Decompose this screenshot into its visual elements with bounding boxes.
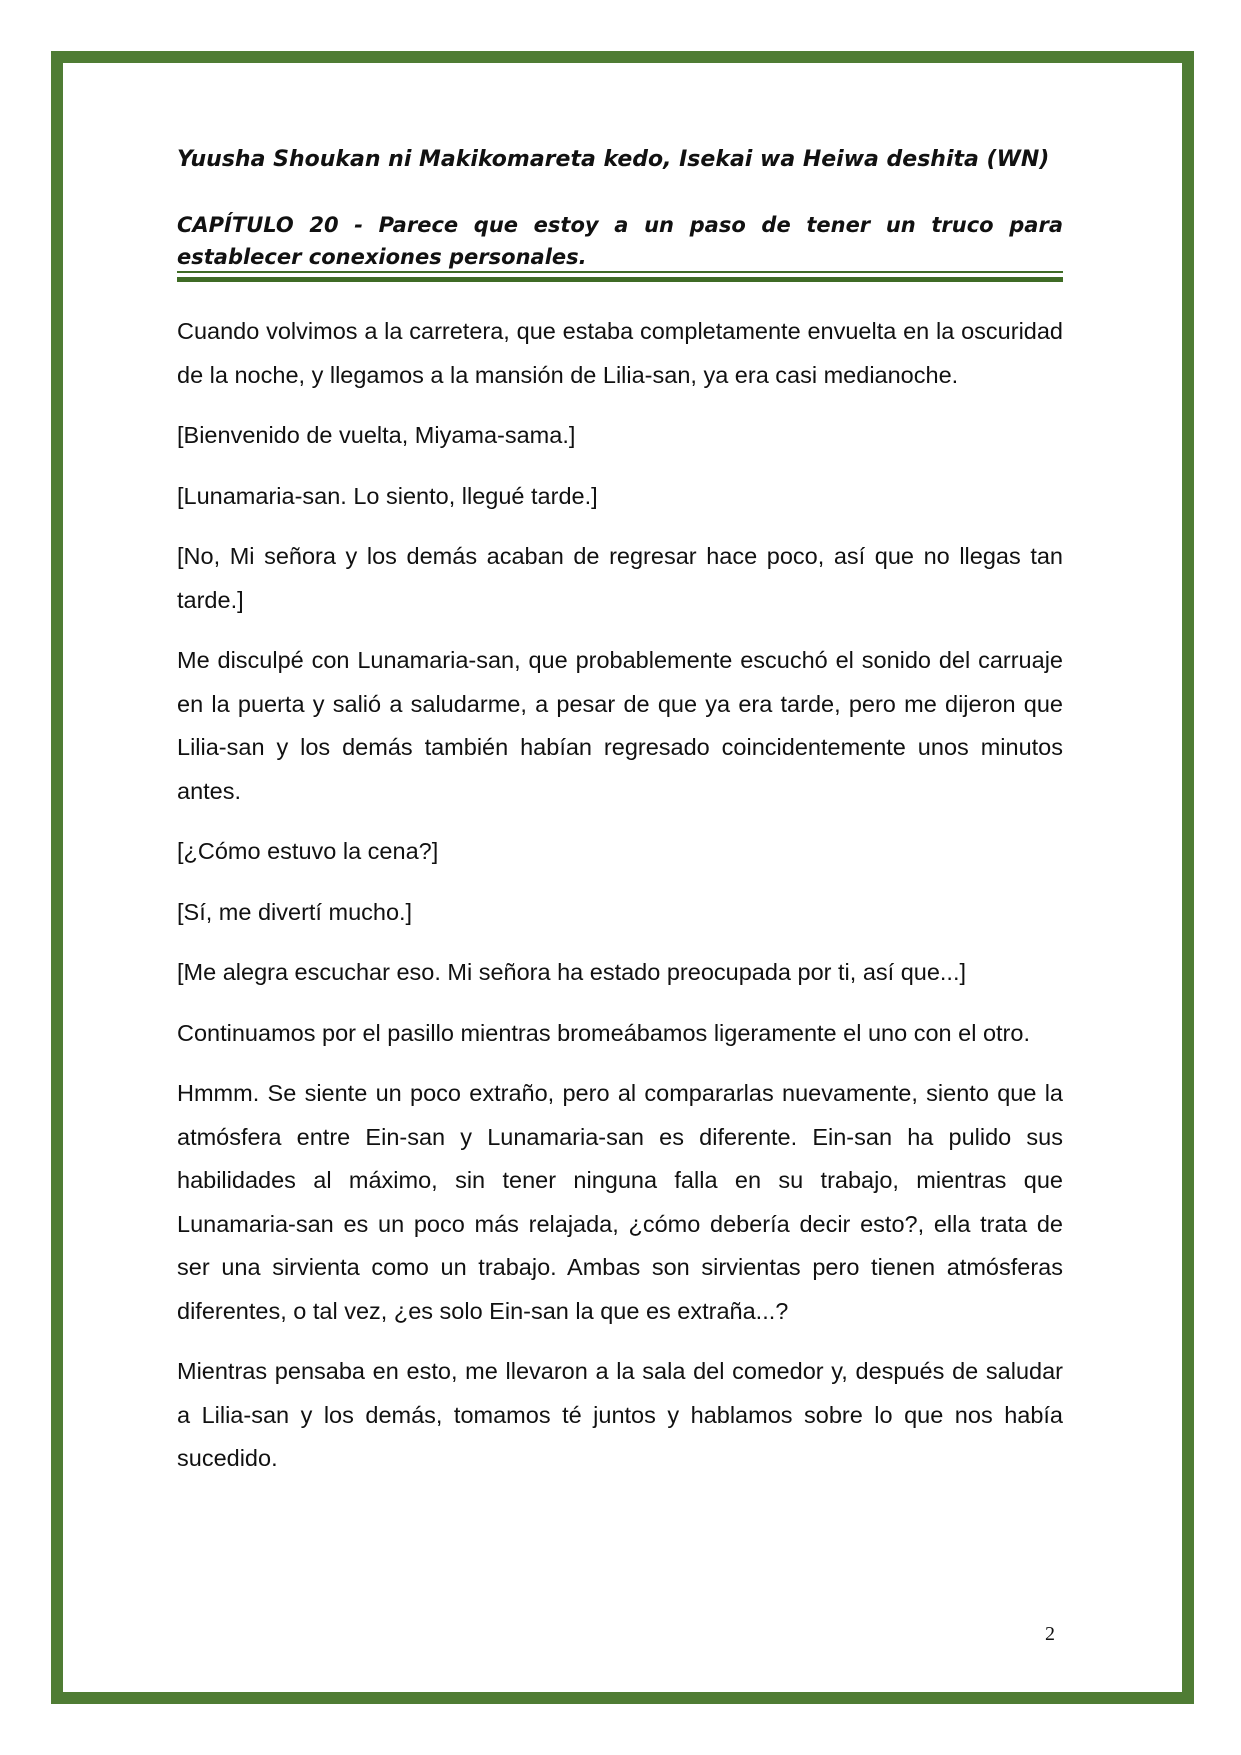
paragraph: [¿Cómo estuvo la cena?]: [177, 838, 439, 864]
paragraph: Cuando volvimos a la carretera, que estaba completamente envuelta en la oscuridad de la noche, y llegamos a la mansión de Lilia-san, ya era casi medianoche.: [177, 318, 1063, 388]
paragraph: [Sí, me divertí mucho.]: [177, 898, 413, 925]
paragraph: Mientras pensaba en esto, me llevaron a la sala del comedor y, después de saludar a Lilia-san y los demás, tomamos té juntos y hablamos sobre lo que nos había sucedido.: [177, 1358, 1063, 1471]
page-number: 2: [1045, 1623, 1055, 1645]
paragraph: [Me alegra escuchar eso. Mi señora ha estado preocupada por ti, así que...]: [177, 959, 967, 985]
chapter-title: CAPÍTULO 20 - Parece que estoy a un paso de tener un truco para establecer conexiones personales.: [177, 213, 1063, 269]
paragraph: Hmmm. Se siente un poco extraño, pero al compararlas nuevamente, siento que la atmósfera entre Ein-san y Lunamaria-san es diferente. Ein-san ha pulido sus habilidades al máximo, sin tener ninguna falla en su trabajo, mientras que Lunamaria-san es un poco más relajada, ¿cómo debería decir esto?, ella trata de ser una sirvienta como un trabajo. Ambas son sirvientas pero tienen atmósferas diferentes, o tal vez, ¿es solo Ein-san la que es extraña...?: [177, 1080, 1063, 1324]
paragraph: Me disculpé con Lunamaria-san, que probablemente escuchó el sonido del carruaje en la puerta y salió a saludarme, a pesar de que ya era tarde, pero me dijeron que Lilia-san y los demás también habían regresado coincidentemente unos minutos antes.: [177, 647, 1063, 804]
body-text: [177, 310, 1063, 1498]
series-title: Yuusha Shoukan ni Makikomareta kedo, Isekai wa Heiwa deshita (WN): [177, 147, 1050, 172]
paragraph: [Lunamaria-san. Lo siento, llegué tarde.]: [177, 482, 598, 509]
paragraph: [Bienvenido de vuelta, Miyama-sama.]: [177, 422, 576, 448]
title-divider-thick: [177, 277, 1063, 282]
title-divider-thin: [177, 271, 1063, 273]
paragraph: [No, Mi señora y los demás acaban de regresar hace poco, así que no llegas tan tarde.]: [177, 543, 1063, 613]
paragraph: Continuamos por el pasillo mientras bromeábamos ligeramente el uno con el otro.: [177, 1019, 1030, 1046]
